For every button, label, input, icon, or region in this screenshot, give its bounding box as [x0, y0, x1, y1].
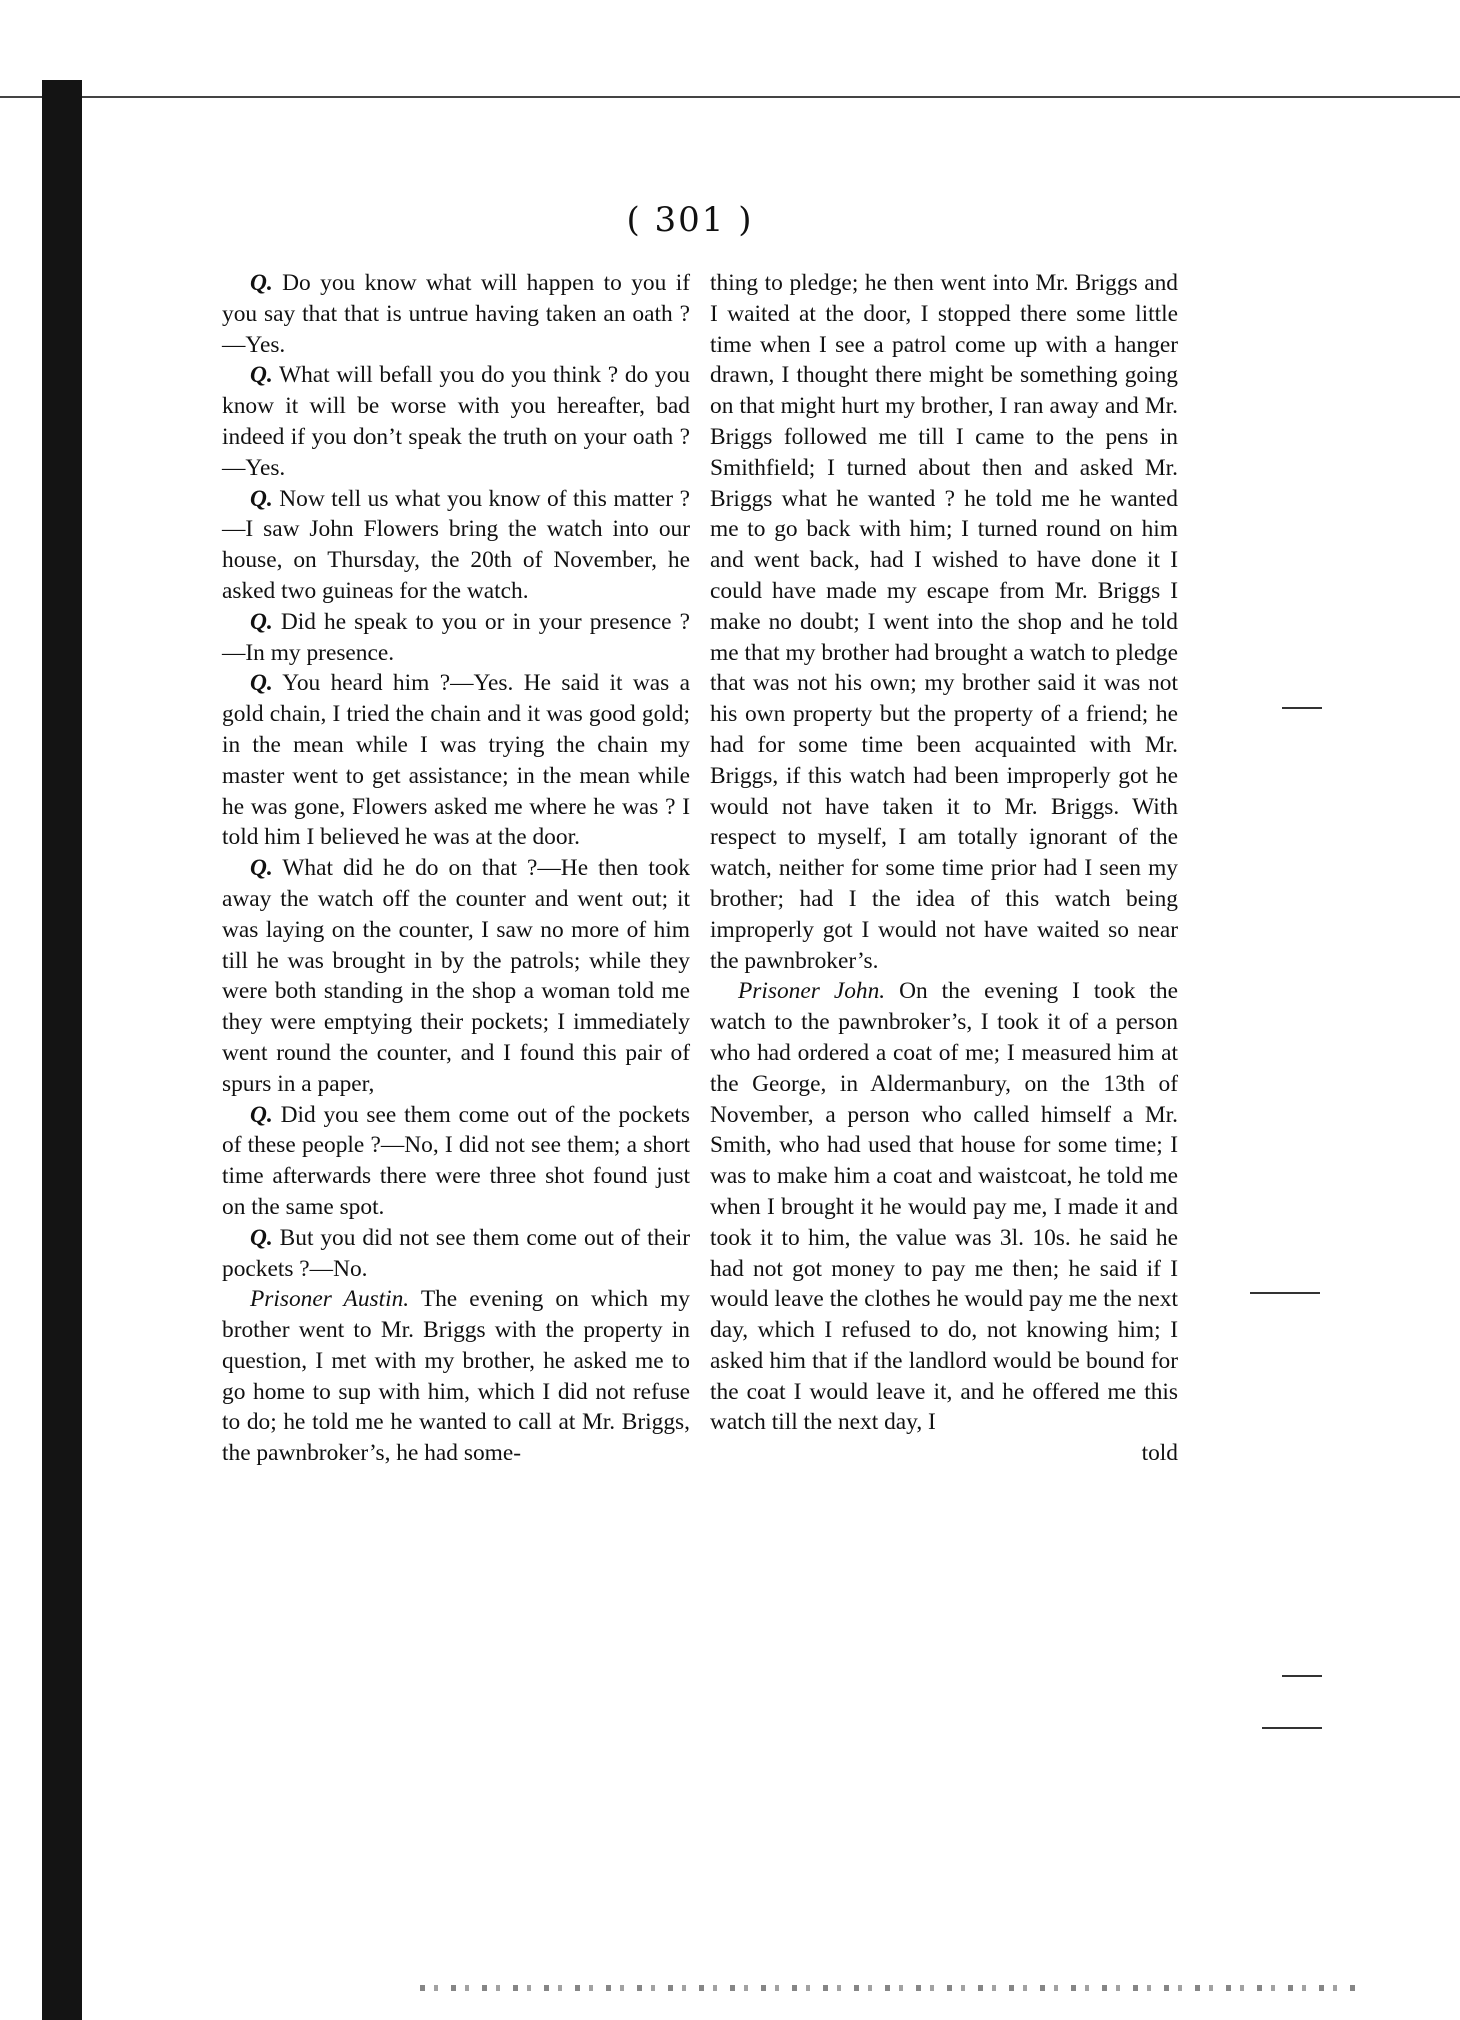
- scan-binding-shadow: [42, 80, 82, 2020]
- paragraph: [222, 1223, 690, 1285]
- paragraph: [222, 1100, 690, 1223]
- margin-mark: [1282, 1675, 1322, 1677]
- left-column: [222, 268, 690, 1469]
- paragraph: [222, 360, 690, 483]
- paragraph-text: Do you know what will happen to you if you say that that is untrue having taken an oath ?—Yes.: [222, 270, 690, 358]
- paragraph-text: On the evening I took the watch to the pawnbroker’s, I took it of a person who had ordered a coat of me; I measured him at the George, in Aldermanbury, on the 13th of November, a person who called himself a Mr. Smith, who had used that house for some time; I was to make him a coat and waistcoat, he told me when I brought it he would pay me, I made it and took it to him, the value was 3l. 10s. he said he had not got money to pay me then; he said if I would leave the clothes he would pay me the next day, which I refused to do, not knowing him; I asked him that if the landlord would be bound for the coat I would leave it, and he offered me this watch till the next day, I: [710, 978, 1178, 1436]
- catchword: told: [1141, 1440, 1178, 1467]
- question-marker: Q.: [250, 855, 273, 882]
- paragraph-text: What did he do on that ?—He then took away the watch off the counter and went out; it was laying on the counter, I saw no more of him till he was brought in by the patrols; while they were both standing in the shop a woman told me they were emptying their pockets; I immediately went round the counter, and I found this pair of spurs in a paper,: [222, 855, 690, 1097]
- question-marker: Q.: [250, 485, 273, 512]
- margin-mark: [1250, 1292, 1320, 1294]
- page-number: ( 301 ): [626, 200, 754, 240]
- paragraph: [222, 1284, 690, 1469]
- question-marker: Q.: [250, 670, 273, 697]
- question-marker: Q.: [250, 362, 273, 389]
- right-column: [710, 268, 1178, 1469]
- paragraph: [222, 484, 690, 607]
- question-marker: Q.: [250, 270, 273, 296]
- paragraph: [710, 268, 1178, 976]
- paragraph-text: What will befall you do you think ? do you know it will be worse with you hereafter, bad indeed if you don’t speak the truth on your oath ?—Yes.: [222, 362, 690, 481]
- question-marker: Q.: [250, 1224, 273, 1251]
- margin-mark: [1282, 707, 1322, 709]
- paragraph: [710, 976, 1178, 1438]
- speaker-name: Prisoner John.: [738, 978, 886, 1005]
- paragraph: [222, 853, 690, 1099]
- paragraph-text: But you did not see them come out of their pockets ?—No.: [222, 1224, 690, 1282]
- paragraph-text: thing to pledge; he then went into Mr. Briggs and I waited at the door, I stopped there some little time when I see a patrol come up with a hanger drawn, I thought there might be something going on that might hurt my brother, I ran away and Mr. Briggs followed me till I came to the pens in Smithfield; I turned about then and asked Mr. Briggs what he wanted ? he told me he wanted me to go back with him; I turned round on him and went back, had I wished to have done it I could have made my escape from Mr. Briggs I make no doubt; I went into the shop and he told me that my brother had brought a watch to pledge that was not his own; my brother said it was not his own property but the property of a friend; he had for some time been acquainted with Mr. Briggs, if this watch had been improperly got he would not have taken it to Mr. Briggs. With respect to myself, I am totally ignorant of the watch, neither for some time prior had I seen my brother; had I the idea of this watch being improperly got I would not have waited so near the pawnbroker’s.: [710, 270, 1178, 974]
- scan-top-rule: [0, 96, 1460, 98]
- margin-mark: [1262, 1727, 1322, 1729]
- paragraph-text: Did you see them come out of the pockets of these people ?—No, I did not see them; a short time afterwards there were three shot found just on the same spot.: [222, 1101, 690, 1220]
- speaker-name: Prisoner Austin.: [250, 1286, 410, 1313]
- question-marker: Q.: [250, 608, 273, 635]
- paragraph-text: The evening on which my brother went to Mr. Briggs with the property in question, I met with my brother, he asked me to go home to sup with him, which I did not refuse to do; he told me he wanted to call at Mr. Briggs, the pawnbroker’s, he had some-: [222, 1286, 690, 1467]
- paragraph: [222, 268, 690, 360]
- paragraph-text: Did he speak to you or in your presence ?—In my presence.: [222, 608, 690, 666]
- paragraph: [222, 668, 690, 853]
- paragraph-text: You heard him ?—Yes. He said it was a gold chain, I tried the chain and it was good gold; in the mean while I was trying the chain my master went to get assistance; in the mean while he was gone, Flowers asked me where he was ? I told him I believed he was at the door.: [222, 670, 690, 851]
- paragraph-text: Now tell us what you know of this matter ?—I saw John Flowers bring the watch into our house, on Thursday, the 20th of November, he asked two guineas for the watch.: [222, 485, 690, 604]
- scan-bottom-noise: [420, 1985, 1360, 1991]
- paragraph: [222, 607, 690, 669]
- question-marker: Q.: [250, 1101, 273, 1128]
